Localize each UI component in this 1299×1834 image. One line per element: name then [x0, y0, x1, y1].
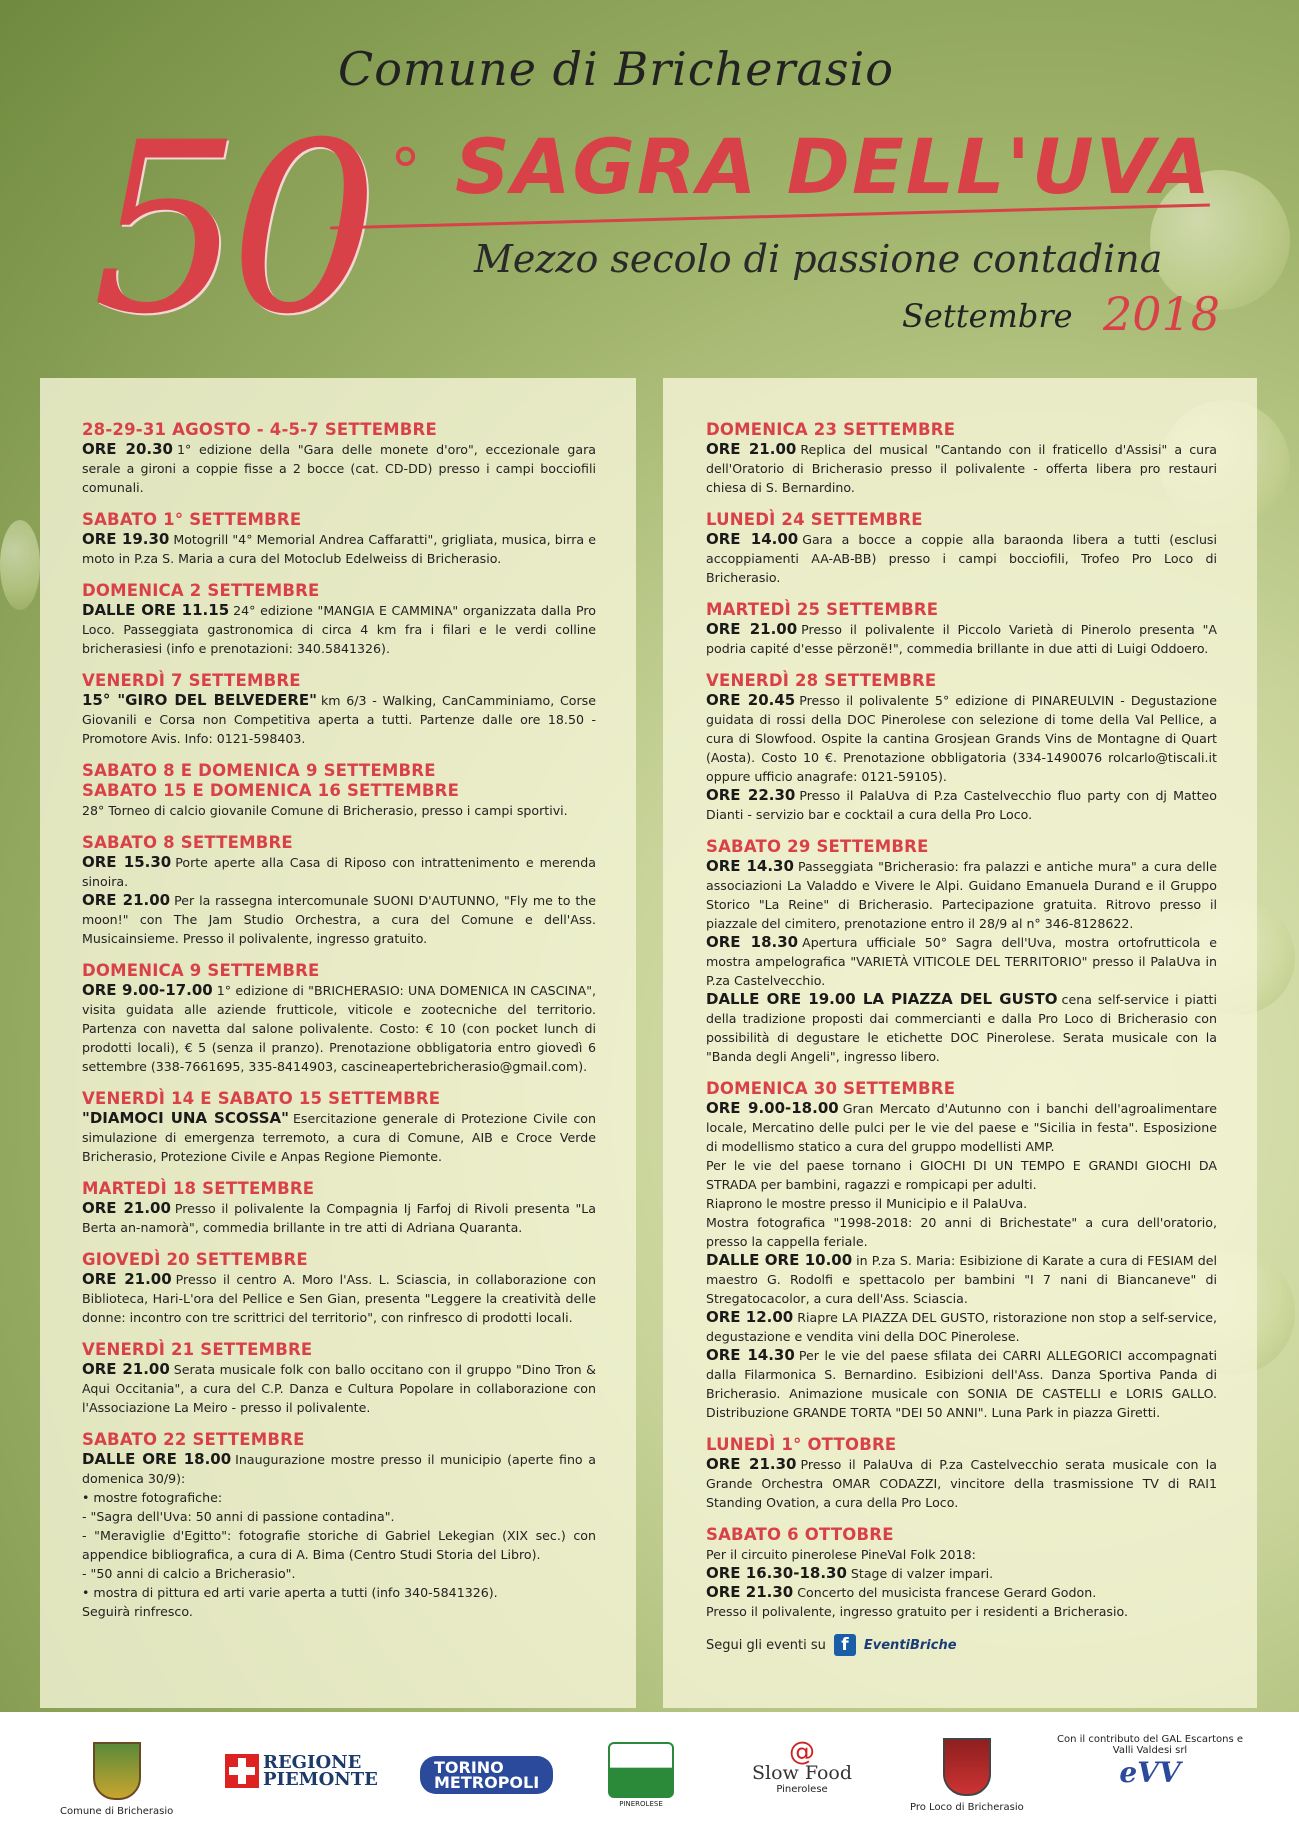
- event-date: DOMENICA 9 SETTEMBRE: [82, 961, 320, 980]
- event-line: [82, 1564, 596, 1583]
- event-line: [82, 440, 596, 497]
- event-line: [82, 1199, 596, 1237]
- event-date: VENERDÌ 7 SETTEMBRE: [82, 671, 301, 690]
- event-line: [706, 933, 1217, 990]
- event-line: [706, 620, 1217, 658]
- event-text: Presso il polivalente, ingresso gratuito per i residenti a Bricherasio.: [706, 1604, 1128, 1619]
- event-line: [706, 1213, 1217, 1251]
- event-text: Passeggiata "Bricherasio: fra palazzi e antiche mura" a cura delle associazioni La Valaddo e Vivere le Alpi. Guidano Emanuela Durand e il Gruppo Storico "La Reine" di Bricherasio. Partecipazione gratuita. Ritrovo presso il piazzale del cimitero, prenotazione entro il 28/9 al n° 346-8128622.: [706, 859, 1217, 931]
- event-block: [82, 510, 596, 568]
- event-line: [82, 1109, 596, 1166]
- grape-decoration: [0, 520, 40, 610]
- event-block: [706, 837, 1217, 1066]
- event-block: [706, 671, 1217, 824]
- event-date: SABATO 8 SETTEMBRE: [82, 833, 293, 852]
- regione-line1: REGIONE: [263, 1752, 362, 1773]
- event-block: [82, 1430, 596, 1621]
- comune-title: Comune di Bricherasio: [338, 42, 894, 96]
- event-description: [82, 440, 596, 497]
- event-subtitle: Mezzo secolo di passione contadina: [474, 237, 1163, 281]
- comune-crest-icon: [93, 1742, 141, 1800]
- program-column-left: [40, 378, 636, 1708]
- logo-comune: [60, 1742, 173, 1817]
- event-text: Presso il polivalente 5° edizione di PINAREULVIN - Degustazione guidata di rossi della DOC Pinerolese con selezione di tome della Val Pellice, a cura di Slowfood. Ospite la cantina Grosjean Grands Vins de Montagne di Quart (Aosta). Costo 10 €. Prenotazione obbligatoria (334-1490076 rolcarlo@tiscali.it oppure ufficio anagrafe: 0121-59105).: [706, 693, 1217, 784]
- event-time: DALLE ORE 10.00: [706, 1251, 853, 1269]
- event-date: SABATO 6 OTTOBRE: [706, 1525, 894, 1544]
- event-block: [82, 420, 596, 497]
- event-text: Apertura ufficiale 50° Sagra dell'Uva, mostra ortofrutticola e mostra ampelografica "VARIETÀ VITICOLE DEL TERRITORIO" presso il PalaUva in P.za Castelvecchio.: [706, 935, 1217, 988]
- event-time: DALLE ORE 18.00: [82, 1450, 232, 1468]
- event-line: [706, 1455, 1217, 1512]
- event-description: [82, 1199, 596, 1237]
- event-time: DALLE ORE 19.00 LA PIAZZA DEL GUSTO: [706, 990, 1058, 1008]
- event-block: [82, 1340, 596, 1417]
- event-line: [706, 1602, 1217, 1621]
- event-line: [82, 981, 596, 1076]
- event-line: [82, 891, 596, 948]
- event-time: ORE 18.30: [706, 933, 799, 951]
- event-line: [82, 530, 596, 568]
- event-line: [706, 1194, 1217, 1213]
- event-line: [82, 691, 596, 748]
- event-block: [82, 1179, 596, 1237]
- event-time: ORE 21.00: [706, 620, 798, 638]
- event-text: Per le vie del paese tornano i GIOCHI DI UN TEMPO E GRANDI GIOCHI DA STRADA per bambini, ragazzi e rompicapi per adulti.: [706, 1158, 1217, 1192]
- event-date: SABATO 8 E DOMENICA 9 SETTEMBRE: [82, 761, 436, 780]
- snail-icon: @: [789, 1737, 816, 1767]
- gal-pinerolese-label: PINEROLESE: [619, 1800, 663, 1808]
- event-block: [706, 1435, 1217, 1512]
- event-description: [706, 1099, 1217, 1422]
- event-time: ORE 20.45: [706, 691, 796, 709]
- event-description: [82, 691, 596, 748]
- event-date: SABATO 1° SETTEMBRE: [82, 510, 302, 529]
- event-text: Per il circuito pinerolese PineVal Folk 2018:: [706, 1547, 976, 1562]
- event-text: in P.za S. Maria: Esibizione di Karate a cura di FESIAM del maestro G. Rodolfi e spettacolo per bambini "I 7 nani di Biancaneve" di Stregatocacolor, a cura dell'Ass. Sciascia.: [706, 1253, 1217, 1306]
- event-description: [706, 620, 1217, 658]
- event-text: 28° Torneo di calcio giovanile Comune di Bricherasio, presso i campi sportivi.: [82, 803, 568, 818]
- logo-regione: [225, 1754, 378, 1788]
- edition-number: 50: [92, 93, 368, 366]
- event-description: [706, 1455, 1217, 1512]
- event-text: Presso il polivalente il Piccolo Varietà di Pinerolo presenta "A podria capité d'esse përzonë!", commedia brillante in due atti di Luigi Oddoero.: [706, 622, 1218, 656]
- event-time: ORE 19.30: [82, 530, 170, 548]
- logo-gal-pinerolese: [608, 1742, 674, 1808]
- event-time: ORE 9.00-18.00: [706, 1099, 839, 1117]
- event-block: [706, 1525, 1217, 1621]
- poster-header: [0, 0, 1299, 380]
- event-text: Gran Mercato d'Autunno con i banchi dell'agroalimentare locale, Mercatino delle pulci per le vie del paese e "Sicilia in festa". Esposizione di modellismo statico a cura del gruppo modellisti AMP.: [706, 1101, 1218, 1154]
- event-time: ORE 21.30: [706, 1455, 797, 1473]
- event-text: Presso il polivalente la Compagnia Ij Farfoj di Rivoli presenta "La Berta an-namorà", commedia brillante in tre atti di Adriana Quaranta.: [82, 1201, 596, 1235]
- event-text: Mostra fotografica "1998-2018: 20 anni di Brichestate" a cura dell'oratorio, presso la cappella feriale.: [706, 1215, 1217, 1249]
- event-date: VENERDÌ 21 SETTEMBRE: [82, 1340, 313, 1359]
- event-time: ORE 22.30: [706, 786, 796, 804]
- event-line: [706, 1346, 1217, 1422]
- event-line: [82, 1602, 596, 1621]
- social-text: Segui gli eventi su: [706, 1637, 826, 1653]
- event-text: Replica del musical "Cantando con il fraticello d'Assisi" a cura dell'Oratorio di Bricherasio presso il polivalente - offerta libera pro restauri chiesa di S. Bernardino.: [706, 442, 1217, 495]
- event-time: ORE 9.00-17.00: [82, 981, 213, 999]
- event-text: Porte aperte alla Casa di Riposo con intrattenimento e merenda sinoira.: [82, 855, 596, 889]
- event-title: SAGRA DELL'UVA: [455, 122, 1213, 211]
- social-follow[interactable]: [706, 1634, 1217, 1656]
- event-description: [706, 1545, 1217, 1621]
- event-time: ORE 14.30: [706, 1346, 795, 1364]
- event-date: SABATO 22 SETTEMBRE: [82, 1430, 305, 1449]
- event-text: Presso il PalaUva di P.za Castelvecchio fluo party con dj Matteo Dianti - servizio bar e cocktail a cura della Pro Loco.: [706, 788, 1218, 822]
- logo-torino: [420, 1756, 553, 1794]
- event-line: [82, 1488, 596, 1507]
- event-text: Motogrill "4° Memorial Andrea Caffaratti", grigliata, musica, birra e moto in P.za S. Maria a cura del Motoclub Edelweiss di Bricherasio.: [82, 532, 596, 566]
- event-description: [82, 801, 596, 820]
- event-time: 15° "GIRO DEL BELVEDERE": [82, 691, 317, 709]
- event-description: [82, 1450, 596, 1621]
- event-block: [82, 581, 596, 658]
- event-text: • mostra di pittura ed arti varie aperta a tutti (info 340-5841326).: [82, 1585, 498, 1600]
- event-line: [82, 1583, 596, 1602]
- event-date: DOMENICA 2 SETTEMBRE: [82, 581, 320, 600]
- event-line: [706, 1099, 1217, 1156]
- event-line: [82, 1360, 596, 1417]
- event-line: [706, 1583, 1217, 1602]
- event-line: [706, 786, 1217, 824]
- logo-slowfood: [752, 1737, 853, 1795]
- event-text: 24° edizione "MANGIA E CAMMINA" organizzata dalla Pro Loco. Passeggiata gastronomica di circa 4 km fra i filari e le verdi colline bricherasiesi (info e prenotazioni: 340.5841326).: [82, 603, 596, 656]
- event-time: ORE 21.00: [706, 440, 797, 458]
- event-line: [706, 1308, 1217, 1346]
- event-text: Stage di valzer impari.: [850, 1566, 994, 1581]
- event-line: [706, 990, 1217, 1066]
- event-date: SABATO 29 SETTEMBRE: [706, 837, 929, 856]
- logo-proloco: [910, 1738, 1024, 1813]
- event-date: MARTEDÌ 18 SETTEMBRE: [82, 1179, 315, 1198]
- gal-contrib-text: Con il contributo del GAL Escartons e Valli Valdesi srl: [1056, 1734, 1243, 1756]
- event-text: Concerto del musicista francese Gerard Godon.: [797, 1585, 1097, 1600]
- event-text: Per le vie del paese sfilata dei CARRI ALLEGORICI accompagnati dalla Filarmonica S. Bernardino. Esibizioni dell'Ass. Danza Sportiva Panda di Bricherasio. Animazione musicale con SONIA DE CASTELLI e LORIS GALLO. Distribuzione GRANDE TORTA "DEI 50 ANNI". Luna Park in piazza Giretti.: [706, 1348, 1218, 1420]
- event-text: - "Meraviglie d'Egitto": fotografie storiche di Gabriel Lekegian (XIX sec.) con appendice bibliografica, a cura di A. Bima (Centro Studi Storia del Libro).: [82, 1528, 596, 1562]
- event-text: Presso il PalaUva di P.za Castelvecchio serata musicale con la Grande Orchestra OMAR CODAZZI, vincitore della trasmissione TV di RAI1 Standing Ovation, a cura della Pro Loco.: [706, 1457, 1218, 1510]
- event-date-secondary: SABATO 15 E DOMENICA 16 SETTEMBRE: [82, 781, 460, 800]
- event-description: [82, 1360, 596, 1417]
- event-time: ORE 21.30: [706, 1583, 794, 1601]
- event-block: [706, 420, 1217, 497]
- event-description: [82, 530, 596, 568]
- event-text: km 6/3 - Walking, CanCamminiamo, Corse Giovanili e Corsa non Competitiva aperta a tutti. Partenze dalle ore 18.50 - Promotore Avis. Info: 0121-598403.: [82, 693, 596, 746]
- event-time: ORE 21.00: [82, 1199, 171, 1217]
- logo-gal-escartons: [1055, 1734, 1245, 1789]
- event-description: [82, 1109, 596, 1166]
- edition-degree: °: [390, 135, 421, 208]
- event-description: [706, 691, 1217, 824]
- event-line: [706, 1545, 1217, 1564]
- event-time: ORE 21.00: [82, 1270, 172, 1288]
- event-line: [82, 1270, 596, 1327]
- event-date: LUNEDÌ 1° OTTOBRE: [706, 1435, 897, 1454]
- event-description: [706, 857, 1217, 1066]
- event-block: [82, 961, 596, 1076]
- proloco-crest-icon: [943, 1738, 991, 1796]
- event-block: [706, 600, 1217, 658]
- event-line: [706, 1251, 1217, 1308]
- regione-line2: PIEMONTE: [263, 1769, 378, 1790]
- event-description: [82, 601, 596, 658]
- regione-flag-icon: [225, 1754, 259, 1788]
- event-date: DOMENICA 30 SETTEMBRE: [706, 1079, 956, 1098]
- event-text: Riapre LA PIAZZA DEL GUSTO, ristorazione non stop a self-service, degustazione e vendita vini della DOC Pinerolese.: [706, 1310, 1217, 1344]
- event-time: "DIAMOCI UNA SCOSSA": [82, 1109, 289, 1127]
- event-time: ORE 21.00: [82, 891, 171, 909]
- event-time: ORE 20.30: [82, 440, 173, 458]
- event-text: Gara a bocce a coppie alla baraonda libera a tutti (esclusi accoppiamenti AA-AB-BB) presso i campi bocciofili, Trofeo Pro Loco di Bricherasio.: [706, 532, 1217, 585]
- event-line: [82, 1450, 596, 1488]
- event-date: VENERDÌ 28 SETTEMBRE: [706, 671, 937, 690]
- event-line: [82, 853, 596, 891]
- event-time: ORE 14.00: [706, 530, 799, 548]
- torino-line2: METROPOLI: [434, 1773, 540, 1792]
- event-text: 1° edizione di "BRICHERASIO: UNA DOMENICA IN CASCINA", visita guidata alle aziende frutticole, viticole e zootecniche del territorio. Partenza con navetta dal salone polivalente. Costo: € 10 (con pocket lunch di prodotti locali), € 5 (senza il pranzo). Prenotazione obbligatoria entro giovedì 6 settembre (338-7661695, 335-8414903, cascineapertebricherasio@gmail.com).: [82, 983, 596, 1074]
- event-time: ORE 15.30: [82, 853, 172, 871]
- event-month: Settembre: [902, 297, 1073, 335]
- event-text: • mostre fotografiche:: [82, 1490, 223, 1505]
- event-description: [82, 853, 596, 948]
- event-line: [706, 440, 1217, 497]
- program-column-right: [663, 378, 1257, 1708]
- event-time: ORE 16.30-18.30: [706, 1564, 847, 1582]
- event-text: Per la rassegna intercomunale SUONI D'AUTUNNO, "Fly me to the moon!" con The Jam Studio Orchestra, a cura del Comune e dell'Ass. Musicainsieme. Presso il polivalente, ingresso gratuito.: [82, 893, 596, 946]
- event-description: [706, 530, 1217, 587]
- event-block: [82, 761, 596, 820]
- event-line: [82, 801, 596, 820]
- event-block: [82, 671, 596, 748]
- event-date: MARTEDÌ 25 SETTEMBRE: [706, 600, 939, 619]
- event-line: [82, 601, 596, 658]
- gal-escartons-logo: eVV: [1119, 1756, 1181, 1789]
- event-text: - "Sagra dell'Uva: 50 anni di passione contadina".: [82, 1509, 395, 1524]
- event-line: [82, 1507, 596, 1526]
- event-description: [82, 981, 596, 1076]
- event-description: [82, 1270, 596, 1327]
- event-time: ORE 21.00: [82, 1360, 170, 1378]
- event-text: cena self-service i piatti della tradizione proposti dai commercianti e dalla Pro Loco di Bricherasio con possibilità di degustare le etichette DOC Pinerolese. Serata musicale con la "Banda degli Angeli", ingresso libero.: [706, 992, 1217, 1064]
- event-line: [706, 1156, 1217, 1194]
- event-text: - "50 anni di calcio a Bricherasio".: [82, 1566, 296, 1581]
- event-text: 1° edizione della "Gara delle monete d'oro", eccezionale gara serale a gironi a coppie fisse a 2 bocce (cat. CD-DD) presso i campi bocciofili comunali.: [82, 442, 596, 495]
- event-date: 28-29-31 AGOSTO - 4-5-7 SETTEMBRE: [82, 420, 437, 439]
- event-text: Presso il centro A. Moro l'Ass. L. Sciascia, in collaborazione con Biblioteca, Hari-L'ora del Pellice e Sen Gian, presenta "Leggere la creatività delle donne: incontro con tre scrittrici del territorio", con rinfresco di prodotti locali.: [82, 1272, 596, 1325]
- facebook-page-name[interactable]: EventiBriche: [863, 1637, 957, 1653]
- event-text: Serata musicale folk con ballo occitano con il gruppo "Dino Tron & Aqui Occitania", a cura del C.P. Danza e Cultura Popolare in collaborazione con l'Associazione La Meiro - presso il polivalente.: [82, 1362, 596, 1415]
- event-time: DALLE ORE 11.15: [82, 601, 230, 619]
- proloco-label: Pro Loco di Bricherasio: [910, 1802, 1024, 1813]
- event-date: VENERDÌ 14 E SABATO 15 SETTEMBRE: [82, 1089, 441, 1108]
- event-line: [706, 691, 1217, 786]
- event-text: Inaugurazione mostre presso il municipio (aperte fino a domenica 30/9):: [82, 1452, 596, 1486]
- event-year: 2018: [1103, 287, 1221, 341]
- event-date: LUNEDÌ 24 SETTEMBRE: [706, 510, 923, 529]
- event-block: [706, 510, 1217, 587]
- logo-comune-label: Comune di Bricherasio: [60, 1806, 174, 1817]
- event-text: Seguirà rinfresco.: [82, 1604, 193, 1619]
- event-description: [706, 440, 1217, 497]
- event-text: Esercitazione generale di Protezione Civile con simulazione di emergenza terremoto, a cura di Comune, AIB e Croce Verde Bricherasio, Protezione Civile e Anpas Regione Piemonte.: [82, 1111, 596, 1164]
- torino-line1: TORINO: [434, 1758, 504, 1777]
- event-time: ORE 14.30: [706, 857, 794, 875]
- mountains-icon: [608, 1742, 674, 1798]
- event-line: [706, 857, 1217, 933]
- sponsor-footer: [0, 1712, 1299, 1834]
- event-block: [706, 1079, 1217, 1422]
- event-block: [82, 1250, 596, 1327]
- slowfood-name: Slow Food: [752, 1762, 853, 1784]
- event-text: Riaprono le mostre presso il Municipio e il PalaUva.: [706, 1196, 1028, 1211]
- facebook-icon[interactable]: f: [834, 1634, 856, 1656]
- event-date: GIOVEDÌ 20 SETTEMBRE: [82, 1250, 308, 1269]
- event-block: [82, 1089, 596, 1166]
- event-date: DOMENICA 23 SETTEMBRE: [706, 420, 956, 439]
- event-line: [706, 1564, 1217, 1583]
- event-block: [82, 833, 596, 948]
- event-line: [706, 530, 1217, 587]
- slowfood-sub: Pinerolese: [776, 1784, 828, 1795]
- event-line: [82, 1526, 596, 1564]
- event-time: ORE 12.00: [706, 1308, 794, 1326]
